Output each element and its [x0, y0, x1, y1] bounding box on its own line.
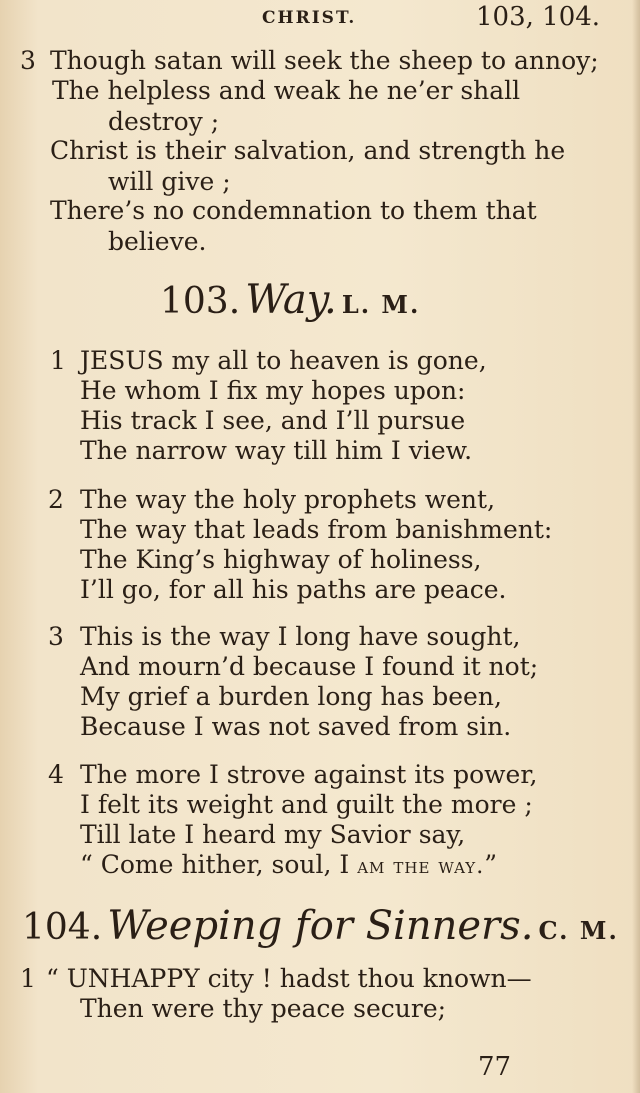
verse-line: The helpless and weak he ne’er shall: [52, 76, 521, 105]
hymn-title-104: [22, 903, 619, 949]
stanza-number: 4: [48, 760, 64, 789]
verse-line: The King’s highway of holiness,: [80, 545, 482, 574]
stanza-number: 2: [48, 485, 64, 514]
verse-line: [80, 852, 497, 878]
hymn-title-103: [160, 277, 421, 323]
hymn-number: 103.: [160, 281, 241, 322]
verse-line: This is the way I long have sought,: [80, 622, 521, 651]
verse-line: He whom I fix my hopes upon:: [80, 376, 466, 405]
page-edge: [632, 0, 640, 1093]
verse-line: Till late I heard my Savior say,: [80, 820, 466, 849]
hymn-meter: C. M.: [538, 916, 619, 945]
running-header-section: CHRIST.: [262, 8, 357, 28]
stanza-number: 3: [20, 46, 36, 75]
hymn-meter: L. M.: [341, 290, 421, 319]
verse-line: will give ;: [108, 167, 231, 196]
hymn-name: Way.: [245, 277, 337, 323]
verse-line: The way that leads from banishment:: [80, 515, 553, 544]
verse-line: Because I was not saved from sin.: [80, 712, 512, 741]
stanza-number: 1: [20, 964, 36, 993]
verse-line: The way the holy prophets went,: [80, 485, 496, 514]
stanza-number: 3: [48, 622, 64, 651]
verse-line: The more I strove against its power,: [80, 760, 538, 789]
verse-line: And mourn’d because I found it not;: [80, 652, 539, 681]
verse-line: His track I see, and I’ll pursue: [80, 406, 466, 435]
verse-line: I’ll go, for all his paths are peace.: [80, 575, 507, 604]
verse-line: Then were thy peace secure;: [80, 994, 447, 1023]
verse-line: destroy ;: [108, 107, 220, 136]
verse-line: There’s no condemnation to them that: [50, 196, 537, 225]
verse-line: “ UNHAPPY city ! hadst thou known—: [46, 964, 532, 993]
verse-line: Christ is their salvation, and strength he: [50, 136, 566, 165]
verse-line: Though satan will seek the sheep to annoy;: [50, 46, 599, 75]
stanza-number: 1: [50, 346, 66, 375]
verse-line: JESUS my all to heaven is gone,: [80, 346, 487, 375]
hymn-name: Weeping for Sinners.: [107, 903, 534, 949]
verse-line: My grief a burden long has been,: [80, 682, 502, 711]
verse-line: The narrow way till him I view.: [80, 436, 473, 465]
verse-line: believe.: [108, 227, 207, 256]
page-number: 77: [478, 1052, 512, 1082]
verse-small-caps: am the way.: [357, 854, 485, 879]
running-header-numbers: 103, 104.: [476, 2, 601, 32]
verse-line: I felt its weight and guilt the more ;: [80, 790, 533, 819]
verse-text: ”: [484, 850, 497, 879]
hymn-number: 104.: [22, 907, 103, 948]
verse-text: “ Come hither, soul, I: [80, 850, 358, 879]
